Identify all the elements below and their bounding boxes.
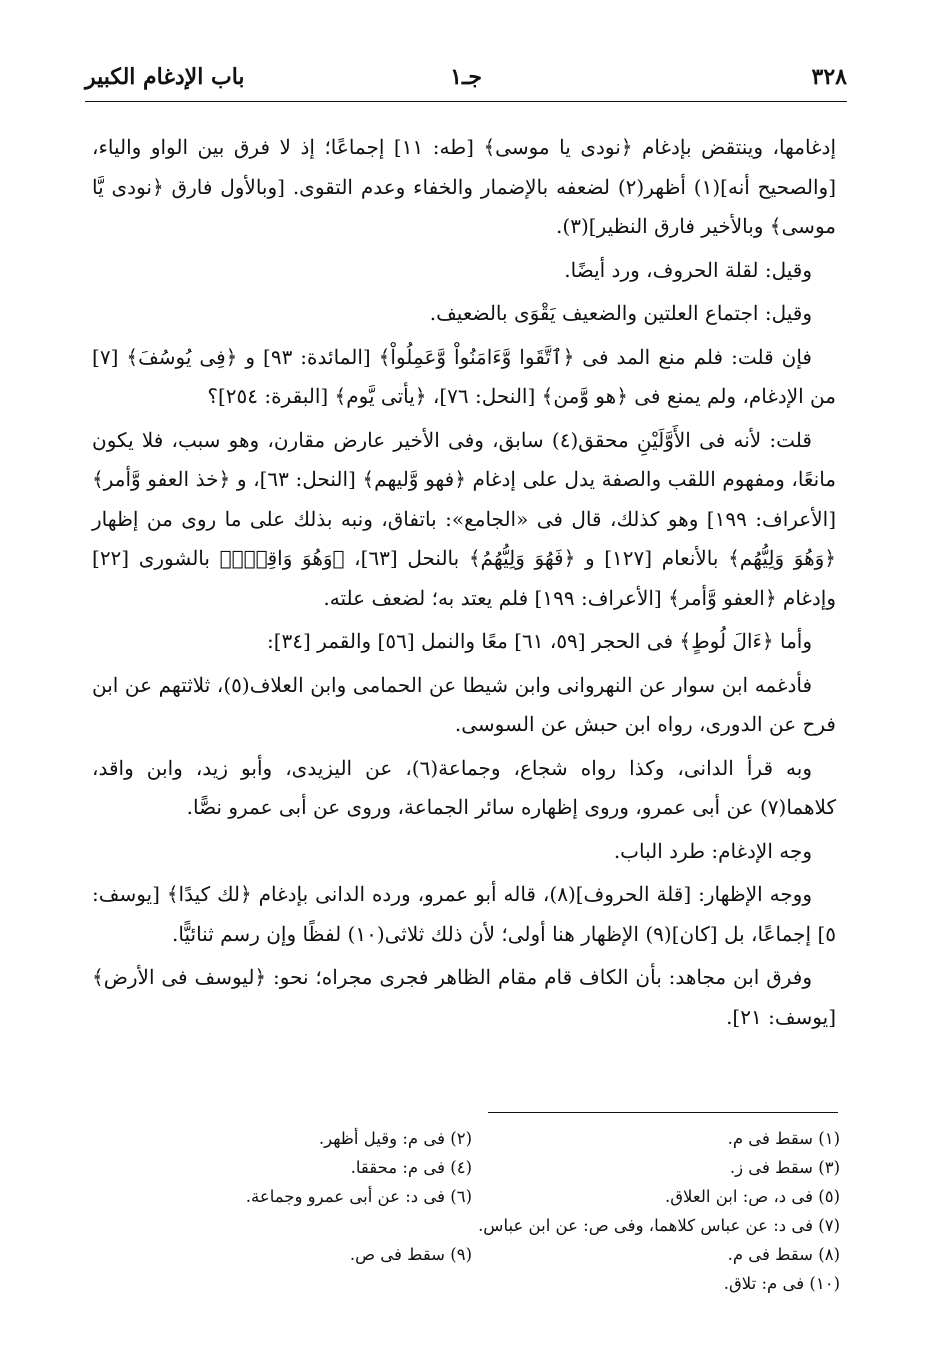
footnote-row xyxy=(150,1240,840,1269)
footnote: (١٠) فى م: تلاق. xyxy=(723,1274,840,1293)
footnote: (٨) سقط فى م. xyxy=(727,1245,840,1264)
running-header xyxy=(85,64,847,98)
paragraph: إدغامها، وينتقض بإدغام ﴿نودى يا موسى﴾ [طه: ١١] إجماعًا؛ إذ لا فرق بين الواو والياء، [والصحيح أنه](١) أظهر(٢) لضعفه بالإضمار والخفاء وعدم التقوى. [وبالأول فارق ﴿نودى يَّا موسى﴾ وبالأخير فارق النظير](٣). xyxy=(92,135,836,238)
footnote: (٦) فى د: عن أبى عمرو وجماعة. xyxy=(245,1187,472,1206)
footnote-row xyxy=(150,1182,840,1211)
footnote-rule xyxy=(488,1112,838,1113)
volume-label: جـ١ xyxy=(450,64,482,90)
footnote: (٥) فى د، ص: ابن العلاق. xyxy=(665,1187,840,1206)
chapter-title: باب الإدغام الكبير xyxy=(85,64,245,90)
footnote-row xyxy=(150,1153,840,1182)
footnotes xyxy=(150,1124,840,1298)
paragraph: فأدغمه ابن سوار عن النهروانى وابن شيطا عن الحمامى وابن العلاف(٥)، ثلاثتهم عن ابن فرح عن الدورى، رواه ابن حبش عن السوسى. xyxy=(92,672,836,736)
paragraph: فإن قلت: فلم منع المد فى ﴿ٱتَّقَوا وَّءَامَنُواْ وَّعَمِلُواْ﴾ [المائدة: ٩٣] و ﴿فِى يُوسُفَ﴾ [٧] من الإدغام، ولم يمنع فى ﴿هو وَّمن﴾ [النحل: ٧٦]، ﴿يأتى يَّوم﴾ [البقرة: ٢٥٤]؟ xyxy=(92,344,836,408)
paragraph: قلت: لأنه فى الأَوَّلَيْنِ محقق(٤) سابق، وفى الأخير عارض مقارن، وهو سبب، فلا يكون مانعًا، ومفهوم اللقب والصفة يدل على إدغام ﴿فهو وَّليهم﴾ [النحل: ٦٣]، و ﴿خذ العفو وَّأمر﴾ [الأعراف: ١٩٩] وهو كذلك، قال فى «الجامع»: باتفاق، ونبه بذلك على ما روى من إظهار ﴿وَهُوَ وَلِيُّهُم﴾ بالأنعام [١٢٧] و ﴿فَهُوَ وَلِيُّهُمُ﴾ بالنحل [٦٣]، ﴿وَهُوَ وَاقِعُۢ﴾ بالشورى [٢٢] وإدغام ﴿العفو وَّأمر﴾ [الأعراف: ١٩٩] فلم يعتد به؛ لضعف علته. xyxy=(92,427,837,610)
page-number: ٣٢٨ xyxy=(811,64,847,90)
footnote-row xyxy=(150,1124,840,1153)
footnote: (١) سقط فى م. xyxy=(727,1129,840,1148)
paragraph: وأما ﴿ءَالَ لُوطٍ﴾ فى الحجر [٥٩، ٦١] معًا والنمل [٥٦] والقمر [٣٤]: xyxy=(266,629,812,653)
paragraph: وقيل: لقلة الحروف، ورد أيضًا. xyxy=(564,257,812,282)
footnote: (٤) فى م: محققا. xyxy=(350,1158,472,1177)
footnote: (٩) سقط فى ص. xyxy=(349,1245,472,1264)
paragraph: وبه قرأ الدانى، وكذا رواه شجاع، وجماعة(٦)، عن اليزيدى، وأبو زيد، وابن واقد، كلاهما(٧) عن أبى عمرو، وروى إظهاره سائر الجماعة، وروى عن أبى عمرو نصًّا. xyxy=(92,755,836,819)
paragraph: ووجه الإظهار: [قلة الحروف](٨)، قاله أبو عمرو، ورده الدانى بإدغام ﴿لك كيدًا﴾ [يوسف: ٥] إجماعًا، بل [كان](٩) الإظهار هنا أولى؛ لأن ذلك ثلاثى(١٠) لفظًا وإن رسم ثنائيًّا. xyxy=(92,882,836,946)
paragraph: وجه الإدغام: طرد الباب. xyxy=(613,838,812,863)
footnote: (٧) فى د: عن عباس كلاهما، وفى ص: عن ابن عباس. xyxy=(478,1216,840,1235)
main-text xyxy=(92,128,836,1041)
paragraph: وقيل: اجتماع العلتين والضعيف يَقْوَى بالضعيف. xyxy=(429,301,812,325)
paragraph: وفرق ابن مجاهد: بأن الكاف قام مقام الظاهر فجرى مجراه؛ نحو: ﴿ليوسف فى الأرض﴾ [يوسف: ٢١]. xyxy=(92,965,836,1029)
footnote: (٢) فى م: وقيل أظهر. xyxy=(318,1129,472,1148)
footnote-row xyxy=(150,1211,840,1240)
footnote-row xyxy=(150,1269,840,1298)
header-rule xyxy=(85,101,847,102)
footnote: (٣) سقط فى ز. xyxy=(729,1158,840,1177)
